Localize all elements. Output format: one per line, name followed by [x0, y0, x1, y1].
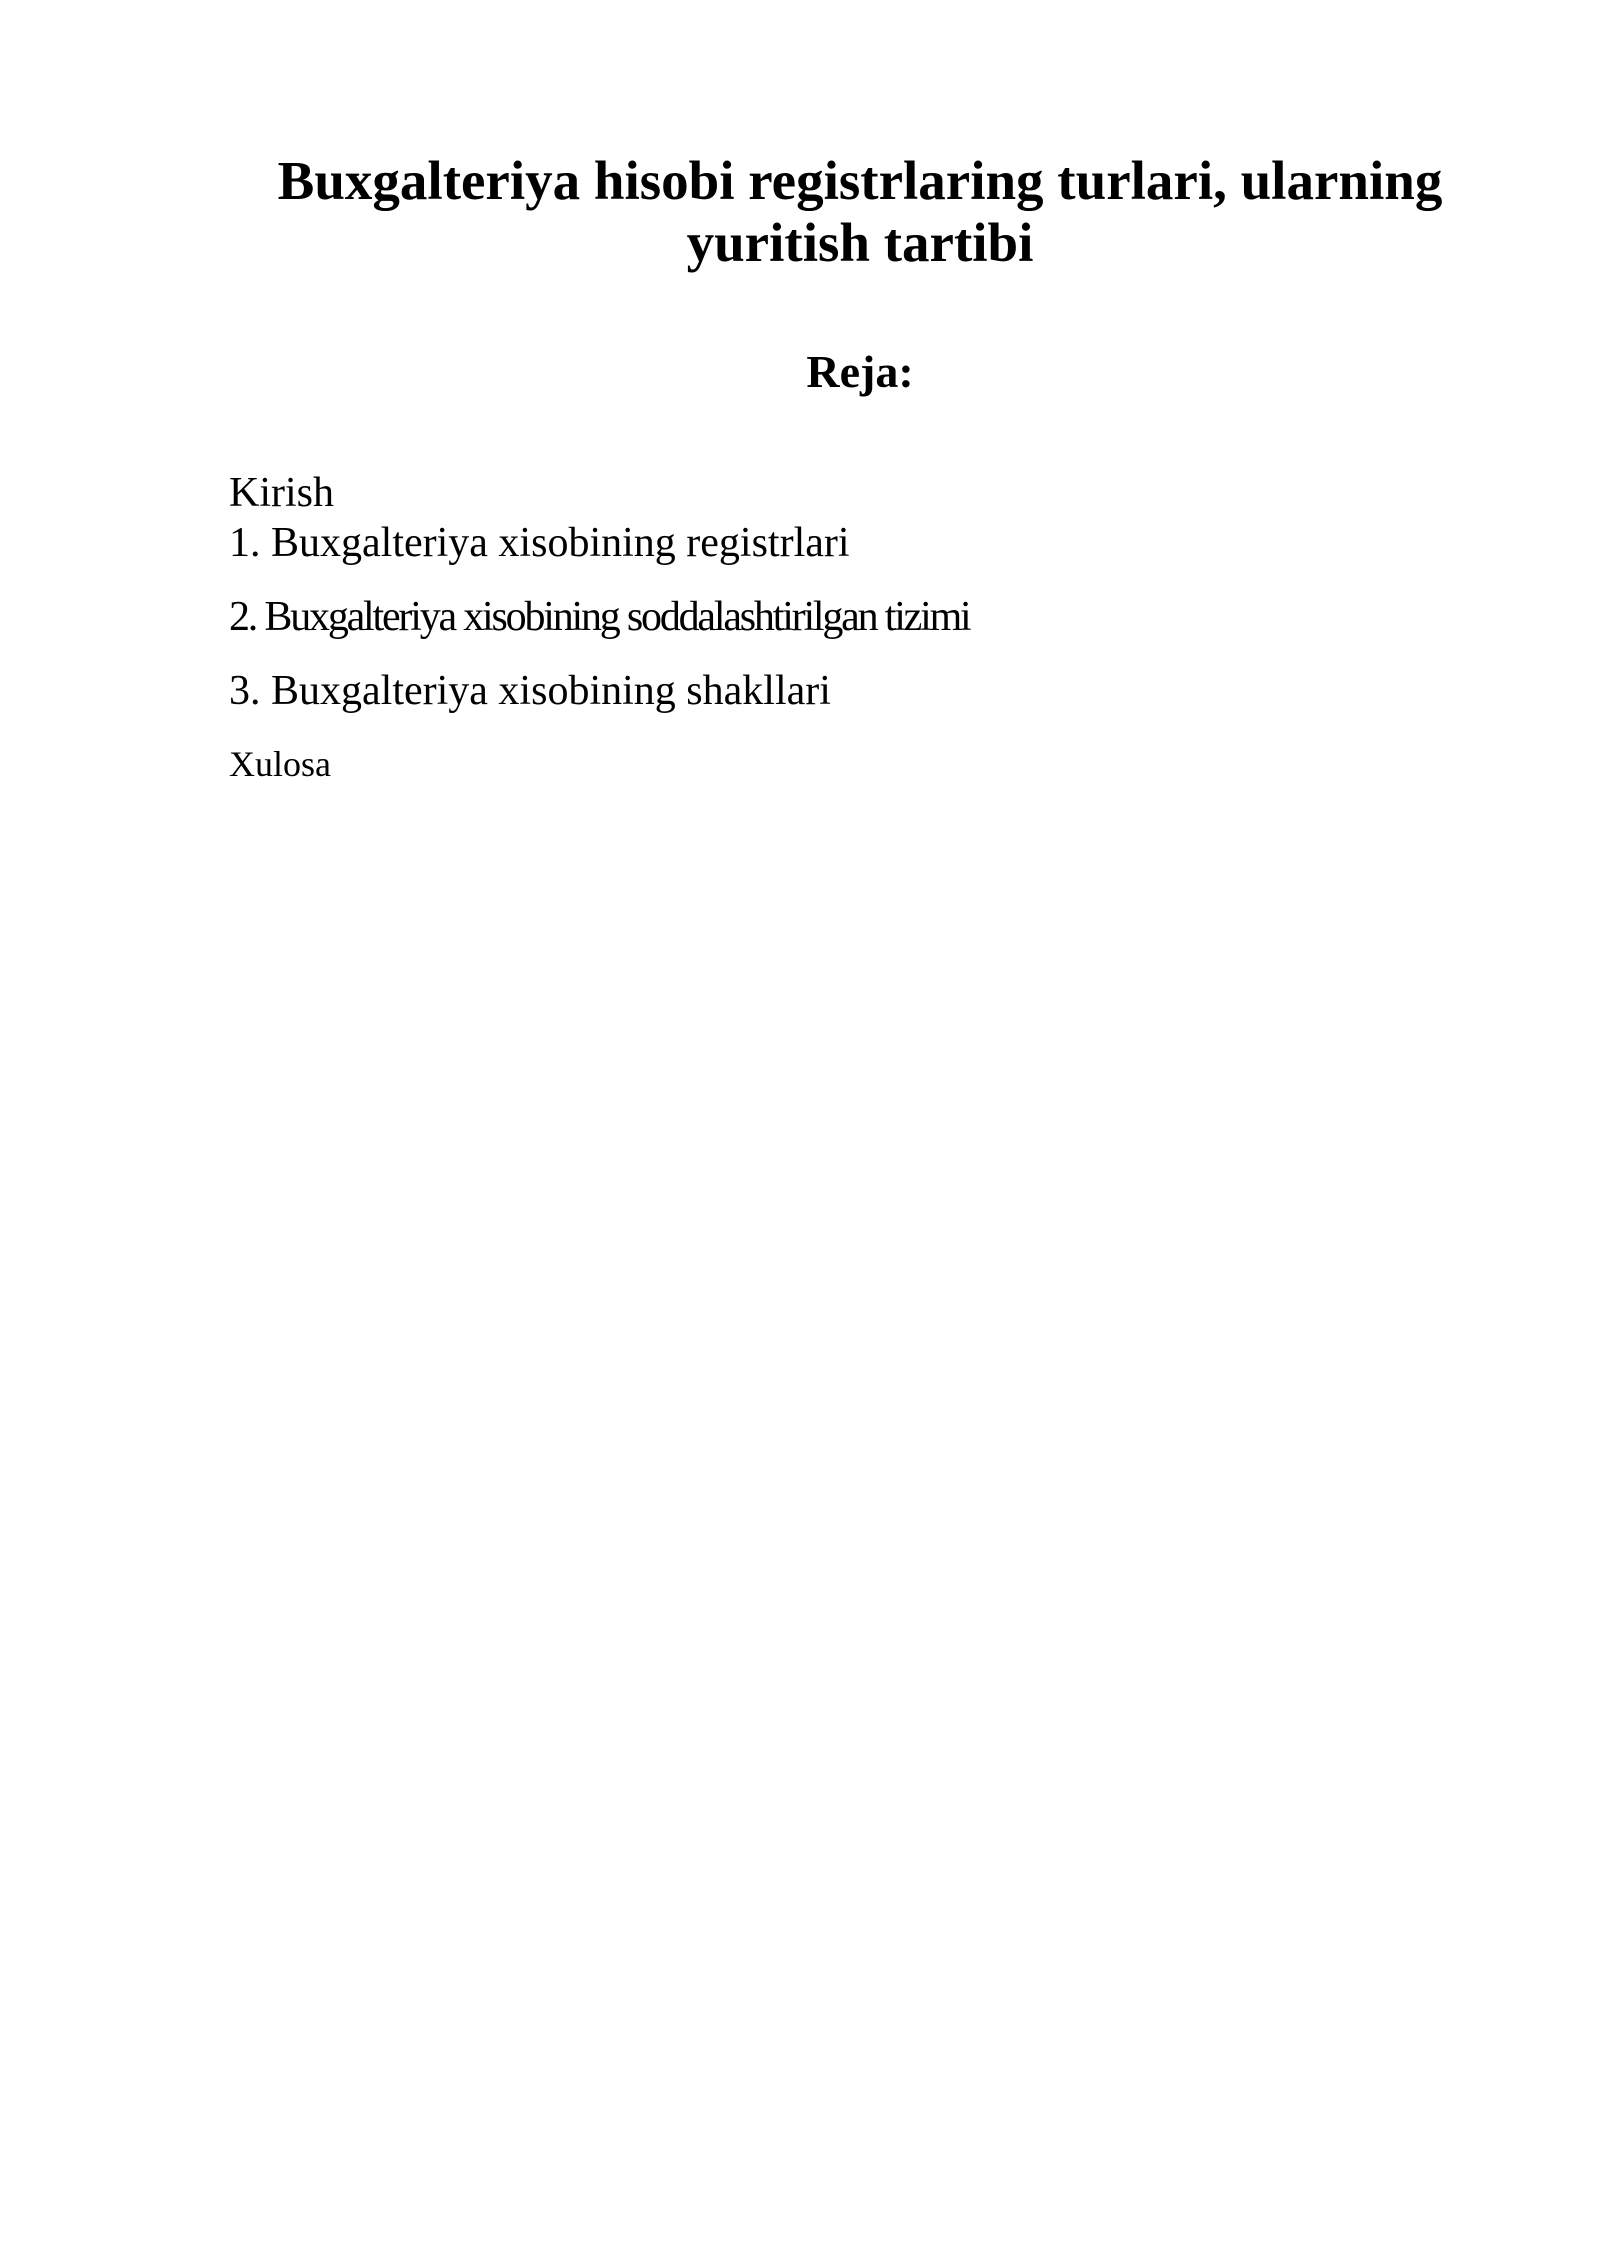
toc-conclusion: Xulosa — [229, 744, 331, 784]
toc-item-2: 2. Buxgalteriya xisobining soddalashtirilgan tizimi — [229, 594, 970, 640]
document-title — [200, 150, 1520, 274]
plan-heading: Reja: — [806, 346, 914, 397]
toc-intro: Kirish — [229, 470, 334, 516]
toc-item-1: 1. Buxgalteriya xisobining registrlari — [229, 520, 850, 566]
toc-item-3: 3. Buxgalteriya xisobining shakllari — [229, 668, 831, 714]
title-line-1: Buxgalteriya hisobi registrlaring turlari, ularning — [277, 150, 1443, 211]
title-line-2: yuritish tartibi — [686, 212, 1034, 273]
